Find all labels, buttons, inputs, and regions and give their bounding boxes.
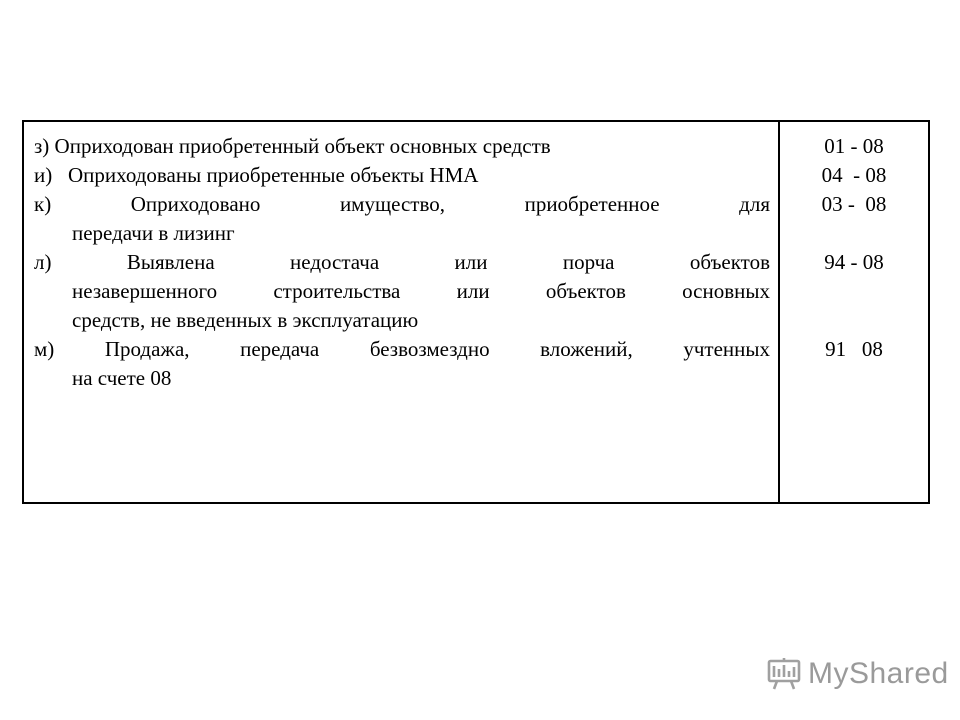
code-spacer-3 <box>780 306 928 335</box>
code-z: 01 - 08 <box>824 134 884 158</box>
entry-i-line-1: и) Оприходованы приобретенные объекты НМА <box>34 163 479 187</box>
entry-k-body <box>34 190 770 248</box>
code-i: 04 - 08 <box>821 163 887 187</box>
accounting-entries-table <box>22 120 930 504</box>
account-codes-column <box>780 132 928 364</box>
entry-l-body <box>34 248 770 335</box>
entry-k-line-2: передачи в лизинг <box>72 221 235 245</box>
entry-i <box>34 161 770 190</box>
entry-z-line-1: з) Оприходован приобретенный объект основных средств <box>34 134 551 158</box>
code-spacer-2 <box>780 277 928 306</box>
code-l: 94 - 08 <box>824 250 884 274</box>
code-k: 03 - 08 <box>821 192 887 216</box>
entry-m-line-2: на счете 08 <box>72 366 172 390</box>
entry-l-line-1: л) Выявлена недостача или порча объектов <box>34 250 770 274</box>
entry-m-body <box>34 335 770 393</box>
myshared-watermark <box>766 656 949 692</box>
watermark-text: MyShared <box>808 657 949 690</box>
entry-k-line-1: к) Оприходовано имущество, приобретенное для <box>34 192 770 216</box>
entry-m <box>34 335 770 393</box>
entry-l-line-3: средств, не введенных в эксплуатацию <box>72 308 419 332</box>
entries-column <box>34 132 770 393</box>
code-spacer-1 <box>780 219 928 248</box>
presentation-board-icon <box>766 656 802 692</box>
entry-z <box>34 132 770 161</box>
code-m: 91 08 <box>825 337 883 361</box>
entry-k <box>34 190 770 248</box>
entry-l-line-2: незавершенного строительства или объектов основных <box>72 279 770 303</box>
entry-m-line-1: м) Продажа, передача безвозмездно вложений, учтенных <box>34 337 770 361</box>
entry-l <box>34 248 770 335</box>
